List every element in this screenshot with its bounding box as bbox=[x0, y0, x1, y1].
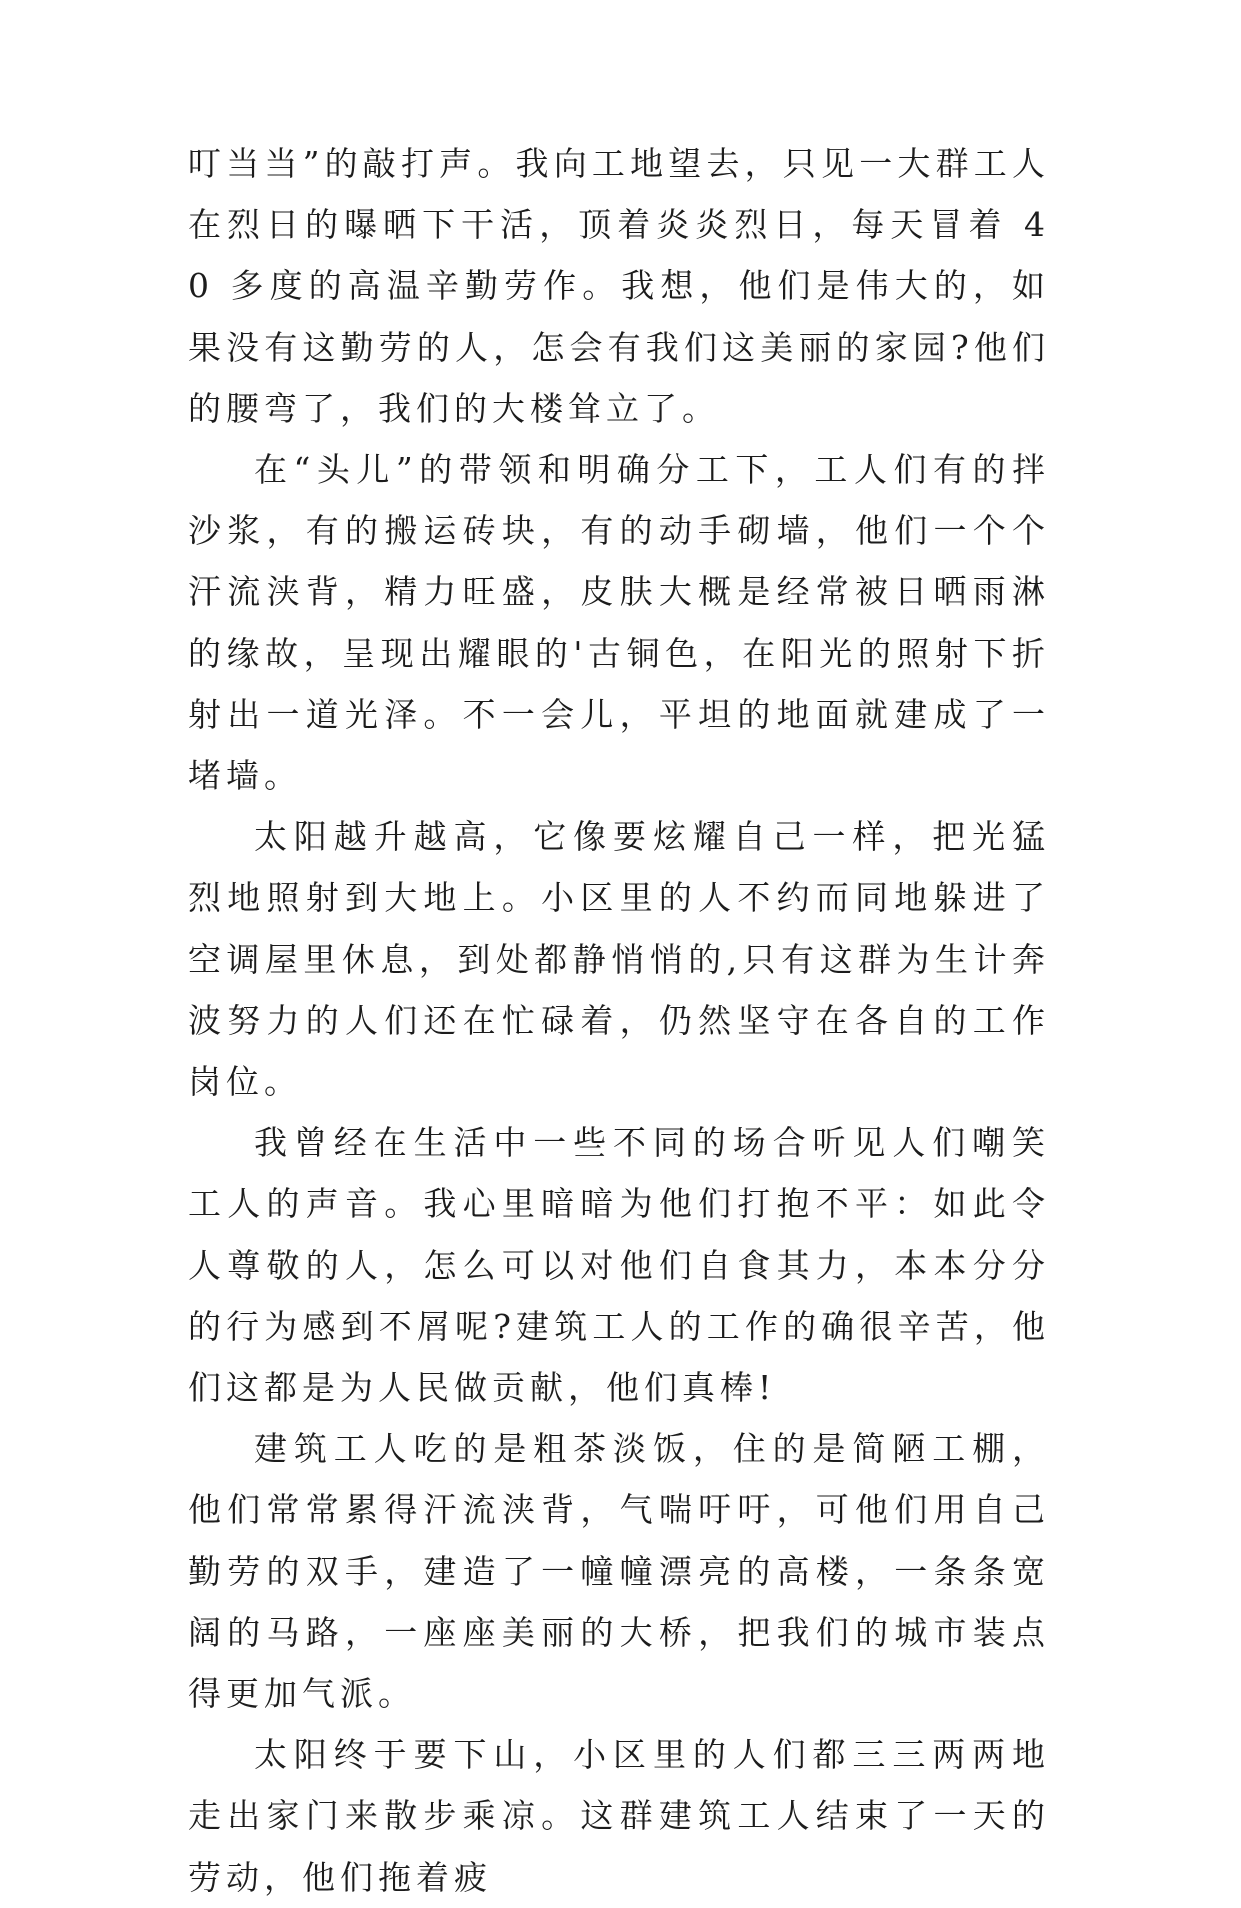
paragraph: 我曾经在生活中一些不同的场合听见人们嘲笑工人的声音。我心里暗暗为他们打抱不平：如此令人尊敬的人，怎么可以对他们自食其力，本本分分的行为感到不屑呢?建筑工人的工作的确很辛苦，他们这都是为人民做贡献，他们真棒! bbox=[188, 1123, 1050, 1408]
paragraph: 太阳终于要下山，小区里的人们都三三两两地走出家门来散步乘凉。这群建筑工人结束了一天的劳动，他们拖着疲 bbox=[188, 1735, 1050, 1897]
document-body bbox=[188, 133, 1050, 1908]
paragraph: 太阳越升越高，它像要炫耀自己一样，把光猛烈地照射到大地上。小区里的人不约而同地躲进了空调屋里休息，到处都静悄悄的,只有这群为生计奔波努力的人们还在忙碌着，仍然坚守在各自的工作岗位。 bbox=[188, 817, 1050, 1102]
paragraph: 叮当当”的敲打声。我向工地望去，只见一大群工人在烈日的曝晒下干活，顶着炎炎烈日，每天冒着 40 多度的高温辛勤劳作。我想，他们是伟大的，如果没有这勤劳的人，怎会有我们这美丽的家园?他们的腰弯了，我们的大楼耸立了。 bbox=[188, 144, 1050, 428]
paragraph: 建筑工人吃的是粗茶淡饭，住的是简陋工棚，他们常常累得汗流浃背，气喘吁吁，可他们用自己勤劳的双手，建造了一幢幢漂亮的高楼，一条条宽阔的马路，一座座美丽的大桥，把我们的城市装点得更加气派。 bbox=[188, 1429, 1050, 1714]
paragraph: 在“头儿”的带领和明确分工下，工人们有的拌沙浆，有的搬运砖块，有的动手砌墙，他们一个个汗流浃背，精力旺盛，皮肤大概是经常被日晒雨淋的缘故，呈现出耀眼的'古铜色，在阳光的照射下折射出一道光泽。不一会儿，平坦的地面就建成了一堵墙。 bbox=[188, 450, 1050, 796]
